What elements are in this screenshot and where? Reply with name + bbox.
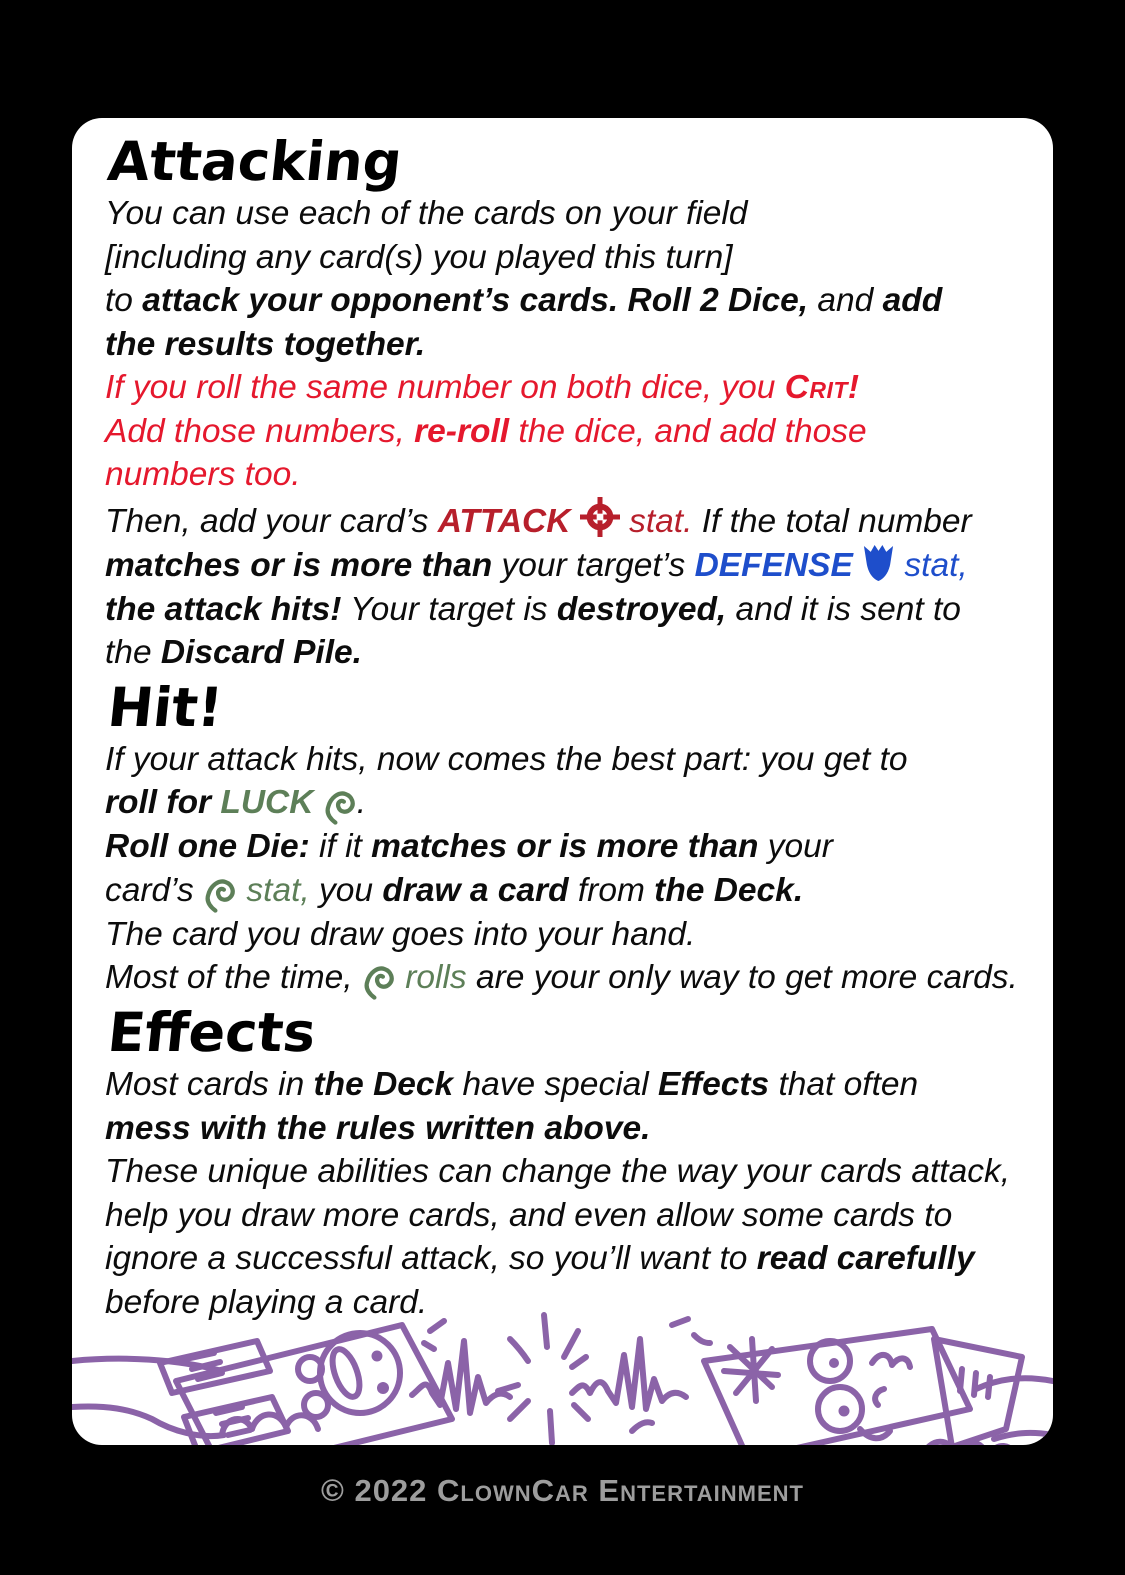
- text-line: [105, 631, 1047, 675]
- attack-crosshair-icon: [580, 497, 620, 537]
- text-segment: Your target is: [341, 590, 557, 628]
- text-line: [105, 366, 1047, 410]
- text-line: [105, 1107, 1047, 1151]
- text-segment: Add those numbers,: [105, 412, 415, 450]
- clash-illustration: [72, 1309, 1053, 1445]
- text-line: [105, 279, 1047, 323]
- text-segment: LUCK: [220, 784, 323, 821]
- section-hit: [104, 675, 1047, 1001]
- text-segment: [including any card(s) you played this turn]: [105, 238, 733, 276]
- text-segment: destroyed,: [556, 590, 727, 628]
- text-segment: your: [758, 828, 833, 865]
- text-segment: help you draw more cards, and even allow some cards to: [105, 1196, 953, 1234]
- text-segment: stat,: [895, 547, 968, 584]
- text-line: [105, 825, 1047, 869]
- section-effects: [105, 1003, 1047, 1324]
- luck-spiral-icon: [362, 958, 396, 1000]
- text-segment: if it: [309, 828, 372, 865]
- text-segment: and: [808, 282, 883, 319]
- rules-card: [72, 118, 1053, 1445]
- text-line: [105, 543, 1047, 588]
- text-segment: to: [105, 282, 143, 319]
- text-segment: stat.: [619, 502, 693, 540]
- rules-content: [105, 132, 1047, 1324]
- text-line: [105, 956, 1047, 1000]
- text-line: [105, 236, 1047, 280]
- text-segment: re-roll: [414, 412, 510, 450]
- text-segment: Crit!: [784, 369, 860, 406]
- text-segment: stat,: [237, 871, 310, 909]
- text-segment: ignore a successful attack, so you’ll want to: [105, 1240, 757, 1277]
- text-segment: If your attack hits, now comes the best part: you get to: [105, 740, 908, 778]
- text-segment: .: [356, 784, 367, 821]
- copyright-text: © 2022 ClownCar Entertainment: [321, 1473, 804, 1508]
- text-segment: draw a card: [382, 871, 569, 909]
- text-segment: you: [309, 871, 383, 909]
- section-title-effects: Effects: [104, 1001, 319, 1064]
- text-segment: Then, add your card’s: [105, 502, 438, 540]
- text-segment: the results together.: [105, 325, 426, 363]
- section-title-attacking: Attacking: [104, 130, 405, 193]
- luck-spiral-icon: [323, 783, 357, 825]
- text-segment: card’s: [105, 871, 204, 909]
- text-line: [105, 781, 1047, 825]
- text-line: [105, 869, 1047, 913]
- text-segment: Roll one Die:: [105, 828, 310, 865]
- text-segment: matches or is more than: [371, 828, 759, 865]
- text-segment: If the total number: [692, 502, 972, 540]
- text-line: [105, 1237, 1047, 1281]
- text-segment: roll for: [105, 784, 221, 821]
- text-line: [105, 738, 1047, 782]
- text-segment: Most of the time,: [105, 959, 362, 996]
- section-title-hit: Hit!: [104, 675, 226, 739]
- text-line: [105, 323, 1047, 367]
- text-segment: the Deck: [313, 1066, 454, 1103]
- text-segment: Effects: [658, 1066, 770, 1103]
- text-segment: read carefully: [756, 1240, 975, 1277]
- text-line: [105, 497, 1047, 544]
- text-segment: If you roll the same number on both dice, you: [105, 369, 785, 406]
- text-line: [105, 1150, 1047, 1194]
- section-attacking: [105, 132, 1047, 675]
- text-segment: attack your opponent’s cards. Roll 2 Dice,: [142, 282, 809, 319]
- text-segment: rolls: [395, 959, 467, 996]
- text-segment: ATTACK: [437, 502, 580, 540]
- text-segment: add: [882, 282, 943, 319]
- text-line: [105, 1063, 1047, 1107]
- text-segment: that often: [769, 1066, 919, 1103]
- text-segment: Most cards in: [105, 1066, 314, 1103]
- text-line: [105, 1194, 1047, 1238]
- text-segment: The card you draw goes into your hand.: [105, 915, 696, 953]
- text-segment: the attack hits!: [105, 590, 342, 628]
- text-segment: from: [568, 871, 655, 909]
- text-segment: You can use each of the cards on your field: [105, 195, 748, 232]
- text-segment: DEFENSE: [694, 547, 863, 584]
- text-segment: the: [105, 634, 161, 671]
- text-segment: have special: [453, 1066, 659, 1103]
- text-segment: These unique abilities can change the way your cards attack,: [105, 1153, 1011, 1190]
- text-line: [105, 913, 1047, 957]
- text-segment: the Deck.: [654, 871, 804, 909]
- text-line: [105, 588, 1047, 632]
- text-segment: mess with the rules written above.: [105, 1109, 651, 1147]
- text-line: [105, 410, 1047, 454]
- text-segment: before playing a card.: [105, 1283, 428, 1321]
- text-segment: Discard Pile.: [160, 634, 362, 671]
- text-line: [105, 192, 1047, 236]
- defense-shield-icon: [862, 543, 895, 582]
- text-segment: the dice, and add those: [509, 412, 867, 450]
- text-segment: are your only way to get more cards.: [466, 959, 1018, 996]
- text-segment: numbers too.: [105, 456, 301, 493]
- luck-spiral-icon: [203, 871, 237, 913]
- text-segment: and it is sent to: [726, 590, 961, 628]
- text-line: [105, 453, 1047, 497]
- text-segment: matches or is more than: [105, 547, 493, 584]
- text-segment: your target’s: [492, 547, 695, 584]
